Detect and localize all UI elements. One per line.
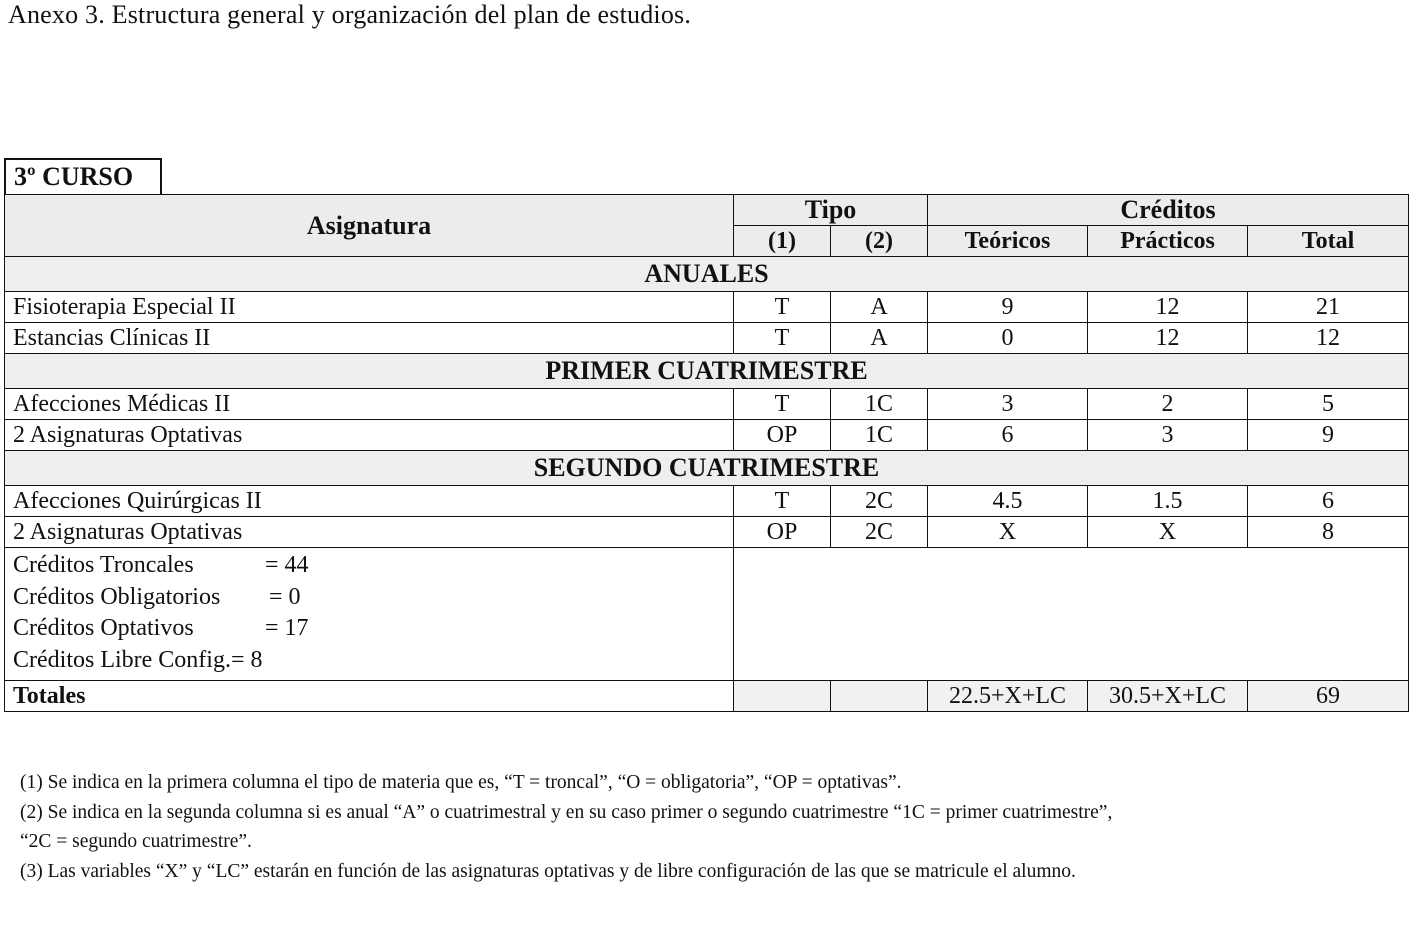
teoricos-cell: X <box>928 517 1088 548</box>
section-title: PRIMER CUATRIMESTRE <box>5 354 1409 389</box>
footnotes <box>20 768 1405 886</box>
header-total: Total <box>1248 226 1409 257</box>
tipo-1-cell: OP <box>734 420 831 451</box>
total-cell: 9 <box>1248 420 1409 451</box>
table-row <box>5 486 1409 517</box>
summary-label: Créditos Obligatorios <box>13 583 221 610</box>
subject-cell: Fisioterapia Especial II <box>5 292 734 323</box>
document-title: Anexo 3. Estructura general y organización del plan de estudios. <box>8 0 692 29</box>
summary-value: = 44 <box>265 552 309 578</box>
teoricos-cell: 9 <box>928 292 1088 323</box>
tipo-2-cell: 2C <box>831 486 928 517</box>
table-row <box>5 292 1409 323</box>
total-cell: 12 <box>1248 323 1409 354</box>
section-row <box>5 257 1409 292</box>
tipo-2-cell: A <box>831 323 928 354</box>
summary-label: Créditos Troncales <box>13 552 194 578</box>
summary-label: Créditos Optativos <box>13 615 194 641</box>
totals-label: Totales <box>5 681 734 712</box>
totals-total: 69 <box>1248 681 1409 712</box>
summary-line <box>13 645 725 677</box>
tipo-2-cell: 2C <box>831 517 928 548</box>
section-row <box>5 451 1409 486</box>
totals-empty-1 <box>734 681 831 712</box>
practicos-cell: 1.5 <box>1088 486 1248 517</box>
footnote-2: (2) Se indica en la segunda columna si es anual “A” o cuatrimestral y en su caso primer o segundo cuatrimestre “1C = primer cuatrimestre”, <box>20 801 1113 823</box>
header-creditos: Créditos <box>928 195 1409 226</box>
table-row <box>5 323 1409 354</box>
total-cell: 21 <box>1248 292 1409 323</box>
summary-value: = 17 <box>265 615 309 641</box>
subject-cell: 2 Asignaturas Optativas <box>5 517 734 548</box>
subject-cell: Afecciones Quirúrgicas II <box>5 486 734 517</box>
teoricos-cell: 4.5 <box>928 486 1088 517</box>
footnote-2-continued: “2C = segundo cuatrimestre”. <box>20 831 252 852</box>
subject-cell: Afecciones Médicas II <box>5 389 734 420</box>
practicos-cell: 12 <box>1088 323 1248 354</box>
header-tipo-2: (2) <box>831 226 928 257</box>
summary-line <box>13 582 725 614</box>
summary-value: = 0 <box>269 583 301 610</box>
teoricos-cell: 6 <box>928 420 1088 451</box>
table-row <box>5 389 1409 420</box>
footnote-3: (3) Las variables “X” y “LC” estarán en función de las asignaturas optativas y de libre configuración de las que se matricule el alumno. <box>20 860 1076 882</box>
total-cell: 6 <box>1248 486 1409 517</box>
teoricos-cell: 3 <box>928 389 1088 420</box>
footnote-1: (1) Se indica en la primera columna el tipo de materia que es, “T = troncal”, “O = obligatoria”, “OP = optativas”. <box>20 772 902 793</box>
header-practicos: Prácticos <box>1088 226 1248 257</box>
practicos-cell: 3 <box>1088 420 1248 451</box>
header-tipo: Tipo <box>734 195 928 226</box>
subject-cell: 2 Asignaturas Optativas <box>5 420 734 451</box>
tipo-1-cell: T <box>734 323 831 354</box>
practicos-cell: 12 <box>1088 292 1248 323</box>
header-tipo-1: (1) <box>734 226 831 257</box>
total-cell: 8 <box>1248 517 1409 548</box>
total-cell: 5 <box>1248 389 1409 420</box>
totals-practicos: 30.5+X+LC <box>1088 681 1248 712</box>
subject-cell: Estancias Clínicas II <box>5 323 734 354</box>
teoricos-cell: 0 <box>928 323 1088 354</box>
practicos-cell: X <box>1088 517 1248 548</box>
tipo-1-cell: T <box>734 486 831 517</box>
tipo-1-cell: T <box>734 292 831 323</box>
tipo-1-cell: T <box>734 389 831 420</box>
totals-empty-2 <box>831 681 928 712</box>
header-asignatura: Asignatura <box>5 195 734 257</box>
summary-empty-cell <box>734 548 1409 681</box>
summary-row <box>5 548 1409 681</box>
summary-label: Créditos Libre Config. <box>13 646 231 673</box>
tipo-2-cell: 1C <box>831 389 928 420</box>
totals-row <box>5 681 1409 712</box>
tipo-1-cell: OP <box>734 517 831 548</box>
tipo-2-cell: 1C <box>831 420 928 451</box>
credit-summary <box>5 548 734 681</box>
section-row <box>5 354 1409 389</box>
summary-line <box>13 550 725 582</box>
table-row <box>5 517 1409 548</box>
header-teoricos: Teóricos <box>928 226 1088 257</box>
tipo-2-cell: A <box>831 292 928 323</box>
totals-teoricos: 22.5+X+LC <box>928 681 1088 712</box>
section-title: ANUALES <box>5 257 1409 292</box>
practicos-cell: 2 <box>1088 389 1248 420</box>
study-plan-table <box>4 194 1409 712</box>
summary-line <box>13 613 725 645</box>
summary-value: = 8 <box>230 646 263 673</box>
table-row <box>5 420 1409 451</box>
course-label: 3º CURSO <box>4 158 162 194</box>
section-title: SEGUNDO CUATRIMESTRE <box>5 451 1409 486</box>
